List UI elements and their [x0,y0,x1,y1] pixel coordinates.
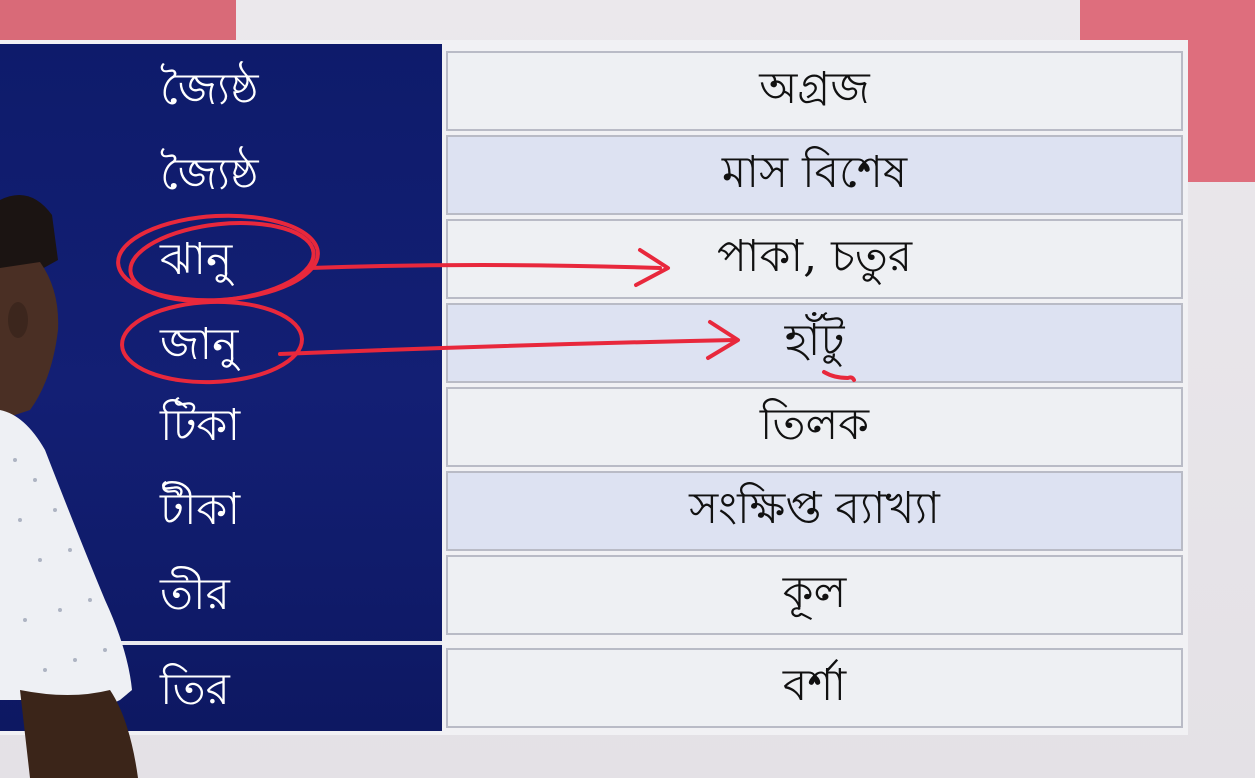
word-cell: জানু [160,319,239,370]
word-cell: জ্যৈষ্ঠ [160,64,259,115]
word-cell: তির [160,664,230,715]
word-cell: তীর [160,569,230,620]
meaning-cell: মাস বিশেষ [446,135,1183,215]
word-cell: জ্যৈষ্ঠ [160,149,259,200]
meaning-cell: সংক্ষিপ্ত ব্যাখ্যা [446,471,1183,551]
meaning-cell: পাকা, চতুর [446,219,1183,299]
pink-accent-top-left [0,0,236,42]
meaning-cell: কূল [446,555,1183,635]
word-cell: টিকা [160,400,241,451]
word-cell: ঝানু [160,234,233,285]
meaning-cell: তিলক [446,387,1183,467]
meaning-cell: বর্শা [446,648,1183,728]
meaning-cell: অগ্রজ [446,51,1183,131]
meaning-cell: হাঁটু [446,303,1183,383]
word-column-divider [120,641,442,645]
word-cell: টীকা [160,484,241,535]
